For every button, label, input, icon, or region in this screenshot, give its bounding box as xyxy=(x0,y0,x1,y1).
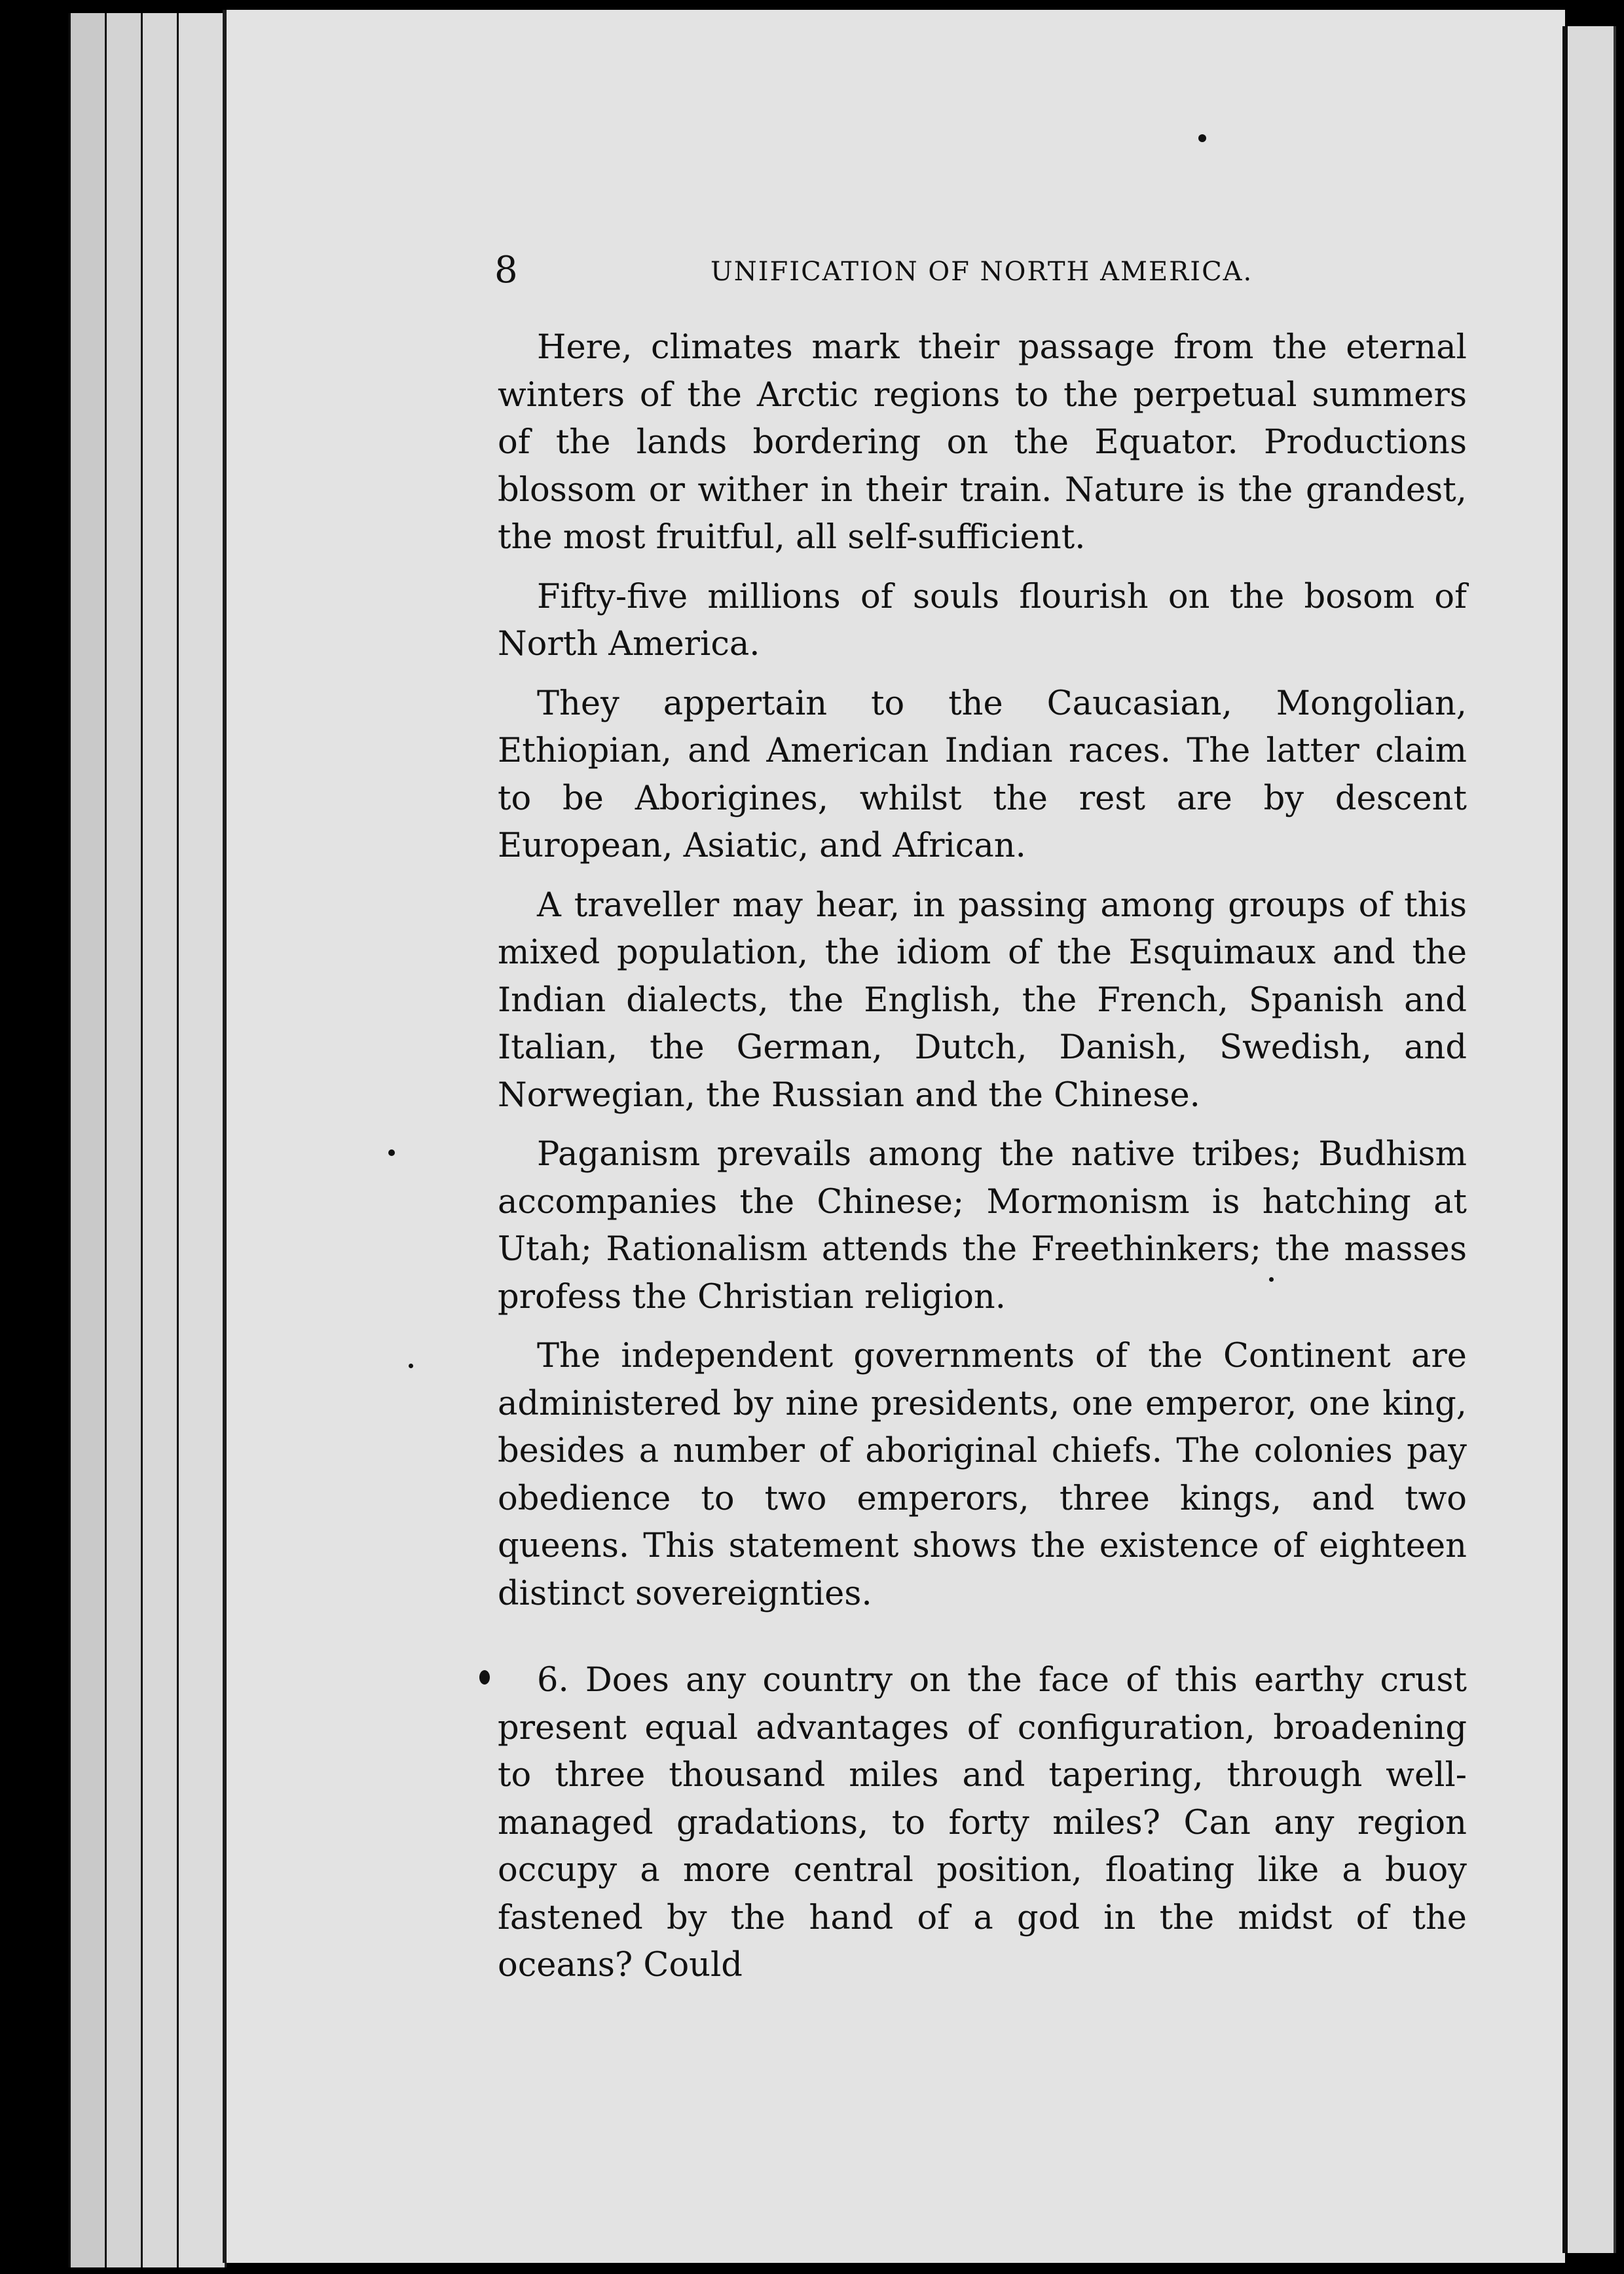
paragraph-numbered: 6. Does any country on the face of this earthy crust present equal advantages of configuration, broadening to three thousand miles and tapering, through well-managed gradations, to forty miles? Can any region occupy a more central position, floating like a buoy fastened by the hand of a god in the midst of the oceans? Could xyxy=(498,1661,1467,1985)
paragraph: The independent governments of the Continent are administered by nine presidents, one emperor, one king, besides a number of aboriginal chiefs. The colonies pay obedience to two emperors, three kings, and two queens. This statement shows the existence of eighteen distinct sovereignties. xyxy=(498,1337,1467,1613)
ink-speck xyxy=(479,1670,490,1685)
page-number: 8 xyxy=(494,249,518,291)
body-text xyxy=(498,324,1467,2002)
paragraph: Here, climates mark their passage from the eternal winters of the Arctic regions to the perpetual summers of the lands bordering on the Equator. Productions blossom or wither in their train. Nature is the grandest, the most fruitful, all self-sufficient. xyxy=(498,328,1467,557)
page-header xyxy=(494,249,1477,295)
ink-speck xyxy=(1269,1277,1274,1282)
paragraph: Paganism prevails among the native tribes; Budhism accompanies the Chinese; Mormonism is hatching at Utah; Rationalism attends the Freethinkers; the masses profess the Christian religion. xyxy=(498,1135,1467,1316)
facing-page-edge xyxy=(1568,26,1616,2253)
gutter-shadow xyxy=(1562,26,1568,2253)
ink-speck xyxy=(388,1149,395,1156)
paragraph: A traveller may hear, in passing among groups of this mixed population, the idiom of the Esquimaux and the Indian dialects, the English, the French, Spanish and Italian, the German, Dutch, Danish, Swedish, and Norwegian, the Russian and the Chinese. xyxy=(498,885,1467,1115)
page-edge xyxy=(177,13,227,2267)
paragraph: They appertain to the Caucasian, Mongolian, Ethiopian, and American Indian races. The latter claim to be Aborigines, whilst the rest are by descent European, Asiatic, and African. xyxy=(498,684,1467,865)
paragraph: Fifty-five millions of souls flourish on the bosom of North America. xyxy=(498,577,1467,663)
running-head: UNIFICATION OF NORTH AMERICA. xyxy=(710,257,1253,287)
ink-speck xyxy=(1198,134,1206,142)
ink-speck xyxy=(409,1364,413,1368)
